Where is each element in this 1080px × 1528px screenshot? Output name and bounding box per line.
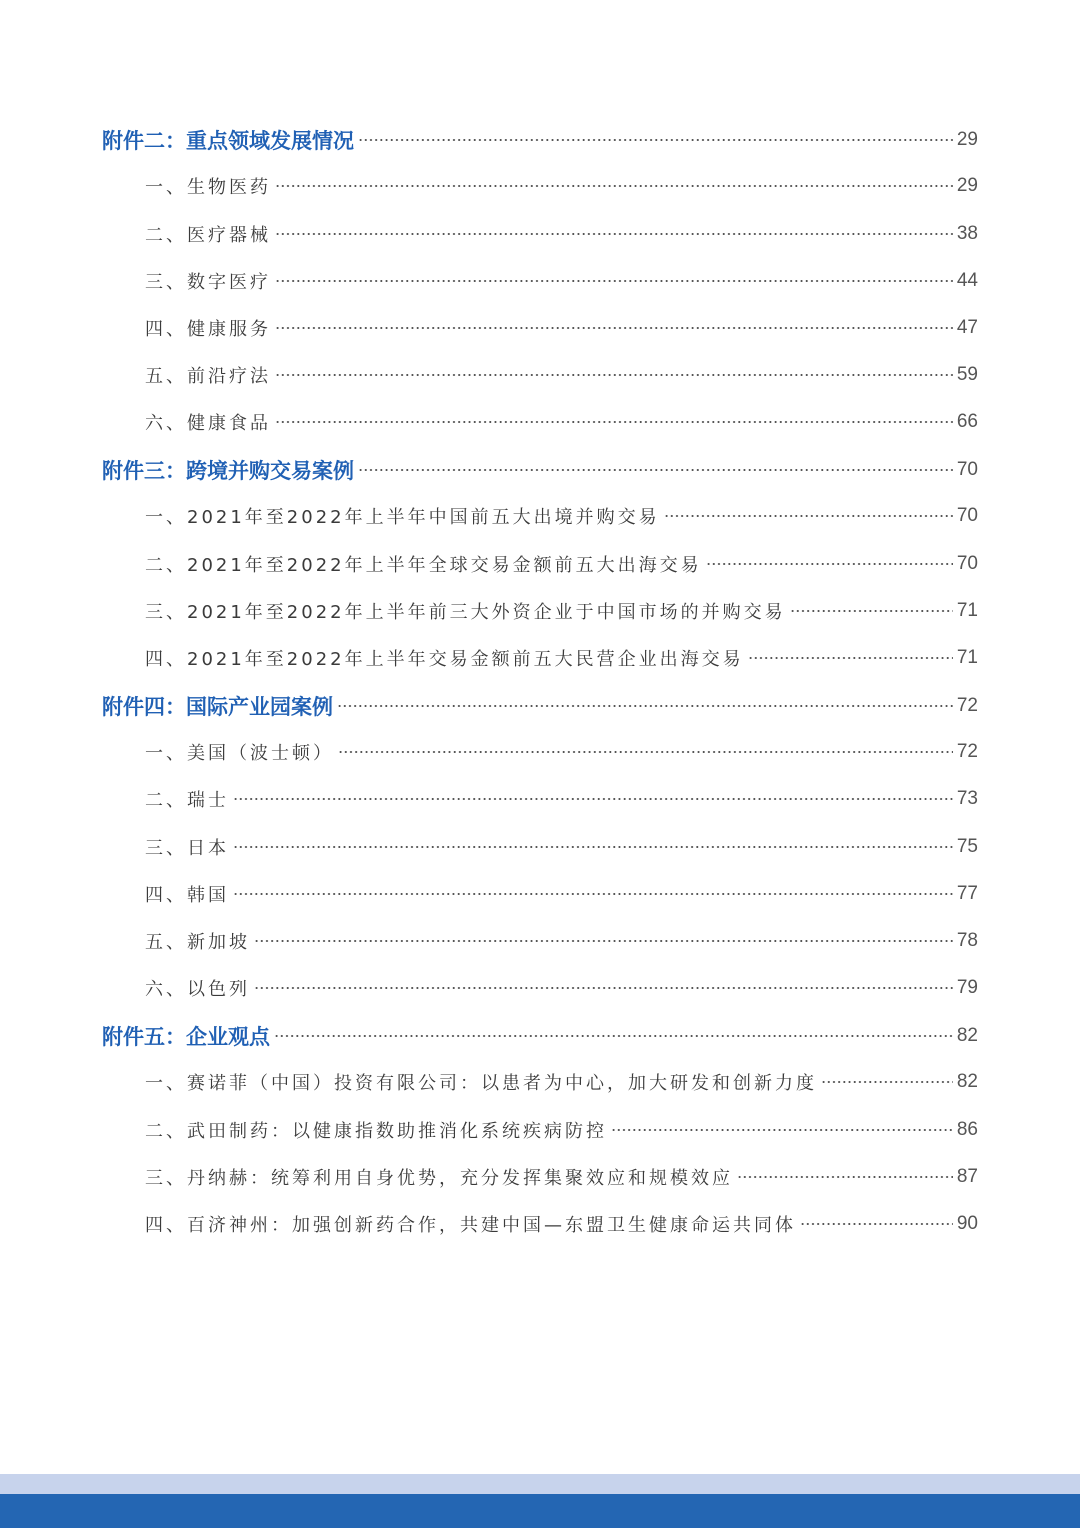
toc-page-number: 70	[956, 505, 978, 526]
toc-page-number: 29	[956, 175, 978, 196]
toc-page-number: 78	[956, 930, 978, 951]
toc-item-title: 四、2021年至2022年上半年交易金额前五大民营企业出海交易	[145, 649, 744, 670]
toc-page-number: 70	[956, 459, 978, 480]
toc-item-row[interactable]	[145, 923, 978, 959]
toc-page-number: 82	[956, 1025, 978, 1046]
toc-section-row[interactable]	[102, 122, 978, 158]
toc-item-title: 四、百济神州：加强创新药合作，共建中国—东盟卫生健康命运共同体	[145, 1215, 796, 1236]
toc-item-title: 二、医疗器械	[145, 225, 271, 246]
toc-item-row[interactable]	[145, 593, 978, 629]
toc-item-title: 一、生物医药	[145, 177, 271, 198]
toc-page-number: 59	[956, 364, 978, 385]
toc-item-title: 六、以色列	[145, 979, 250, 1000]
toc-item-title: 一、2021年至2022年上半年中国前五大出境并购交易	[145, 507, 660, 528]
dot-leader	[611, 1129, 953, 1131]
toc-section-title: 附件四：国际产业园案例	[102, 695, 333, 719]
toc-item-row[interactable]	[145, 168, 978, 204]
toc-item-row[interactable]	[145, 781, 978, 817]
toc-item-row[interactable]	[145, 216, 978, 252]
toc-item-title: 二、瑞士	[145, 790, 229, 811]
toc-page-number: 79	[956, 977, 978, 998]
toc-item-row[interactable]	[145, 498, 978, 534]
toc-item-row[interactable]	[145, 876, 978, 912]
toc-item-title: 四、健康服务	[145, 319, 271, 340]
toc-item-row[interactable]	[145, 263, 978, 299]
dot-leader	[748, 657, 953, 659]
toc-page-number: 75	[956, 836, 978, 857]
toc-item-title: 五、前沿疗法	[145, 366, 271, 387]
dot-leader	[254, 987, 953, 989]
toc-page-number: 66	[956, 411, 978, 432]
dot-leader	[274, 1035, 953, 1037]
dot-leader	[790, 610, 953, 612]
dot-leader	[233, 893, 953, 895]
toc-item-title: 三、丹纳赫：统筹利用自身优势，充分发挥集聚效应和规模效应	[145, 1168, 733, 1189]
toc-section-title: 附件二：重点领域发展情况	[102, 129, 354, 153]
toc-item-title: 五、新加坡	[145, 932, 250, 953]
toc-page-number: 72	[956, 695, 978, 716]
dot-leader	[737, 1176, 953, 1178]
toc-page-number: 87	[956, 1166, 978, 1187]
toc-item-title: 一、美国（波士顿）	[145, 743, 334, 764]
toc-item-title: 三、日本	[145, 838, 229, 859]
dot-leader	[821, 1081, 953, 1083]
toc-item-row[interactable]	[145, 546, 978, 582]
toc-item-row[interactable]	[145, 734, 978, 770]
dot-leader	[275, 421, 953, 423]
toc-page-number: 44	[956, 270, 978, 291]
toc-page-number: 82	[956, 1071, 978, 1092]
toc-item-title: 二、2021年至2022年上半年全球交易金额前五大出海交易	[145, 555, 702, 576]
toc-section-title: 附件三：跨境并购交易案例	[102, 459, 354, 483]
dot-leader	[275, 233, 953, 235]
toc-page-number: 38	[956, 223, 978, 244]
toc-item-title: 三、2021年至2022年上半年前三大外资企业于中国市场的并购交易	[145, 602, 786, 623]
dot-leader	[275, 374, 953, 376]
dot-leader	[664, 515, 953, 517]
toc-page-number: 77	[956, 883, 978, 904]
dot-leader	[337, 705, 953, 707]
toc-section-row[interactable]	[102, 452, 978, 488]
toc-page-number: 90	[956, 1213, 978, 1234]
dot-leader	[254, 940, 953, 942]
dot-leader	[706, 563, 953, 565]
footer-band-dark	[0, 1494, 1080, 1528]
toc-page-number: 29	[956, 129, 978, 150]
dot-leader	[800, 1223, 953, 1225]
toc-item-title: 六、健康食品	[145, 413, 271, 434]
toc-page-number: 73	[956, 788, 978, 809]
toc-section-row[interactable]	[102, 688, 978, 724]
toc-item-title: 二、武田制药：以健康指数助推消化系统疾病防控	[145, 1121, 607, 1142]
toc-section-title: 附件五：企业观点	[102, 1025, 270, 1049]
toc-item-row[interactable]	[145, 1206, 978, 1242]
toc-item-row[interactable]	[145, 1064, 978, 1100]
toc-item-title: 四、韩国	[145, 885, 229, 906]
toc-item-row[interactable]	[145, 640, 978, 676]
dot-leader	[233, 846, 953, 848]
toc-item-title: 一、赛诺菲（中国）投资有限公司：以患者为中心，加大研发和创新力度	[145, 1073, 817, 1094]
dot-leader	[358, 469, 953, 471]
toc-item-row[interactable]	[145, 1112, 978, 1148]
footer-band-light	[0, 1474, 1080, 1494]
dot-leader	[338, 751, 953, 753]
toc-item-row[interactable]	[145, 1159, 978, 1195]
toc-item-row[interactable]	[145, 357, 978, 393]
toc-page-number: 86	[956, 1119, 978, 1140]
toc-item-row[interactable]	[145, 829, 978, 865]
toc-item-row[interactable]	[145, 404, 978, 440]
dot-leader	[233, 798, 953, 800]
toc-page-number: 71	[956, 647, 978, 668]
toc-section-row[interactable]	[102, 1018, 978, 1054]
dot-leader	[275, 280, 953, 282]
toc-page-number: 47	[956, 317, 978, 338]
toc-page-number: 70	[956, 553, 978, 574]
dot-leader	[358, 139, 953, 141]
toc-page-number: 72	[956, 741, 978, 762]
toc-item-title: 三、数字医疗	[145, 272, 271, 293]
toc-item-row[interactable]	[145, 310, 978, 346]
dot-leader	[275, 185, 953, 187]
toc-page-number: 71	[956, 600, 978, 621]
dot-leader	[275, 327, 953, 329]
toc-item-row[interactable]	[145, 970, 978, 1006]
